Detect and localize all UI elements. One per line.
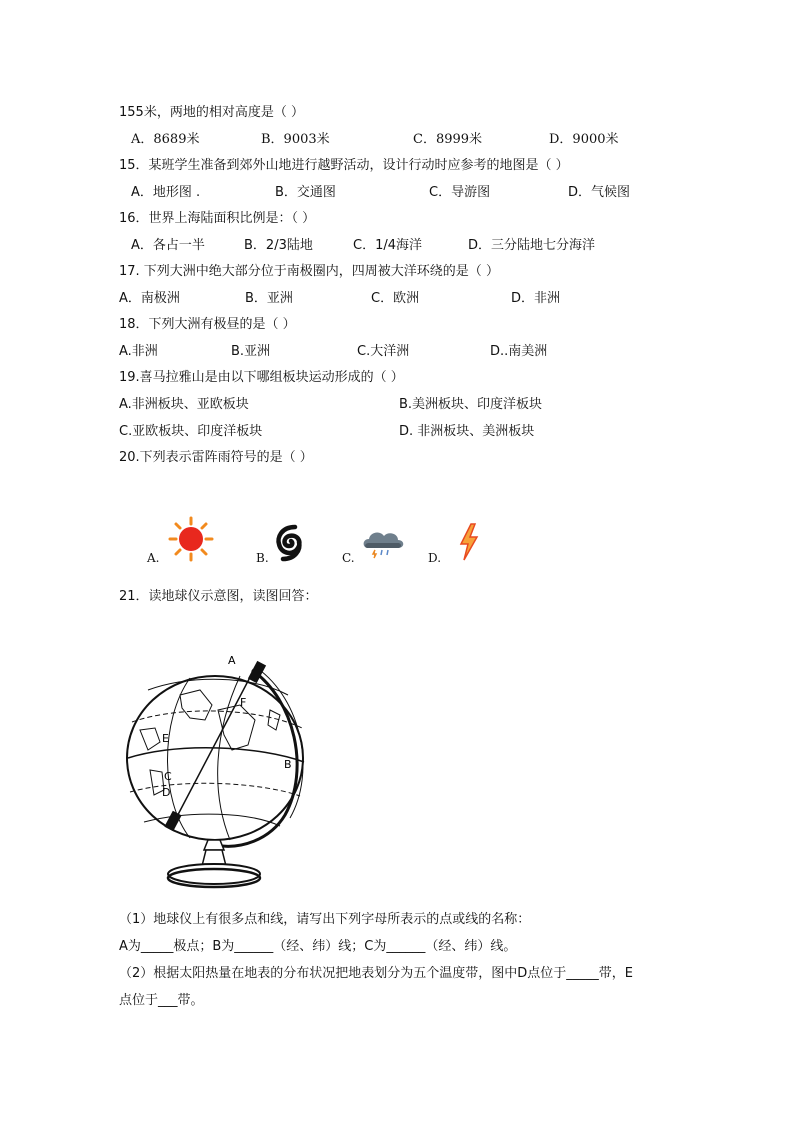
lightning-icon[interactable] [457, 522, 481, 562]
q18-option-d[interactable]: D..南美洲 [490, 344, 548, 359]
globe-label-e: E [162, 732, 169, 745]
q15-option-d[interactable]: D．气候图 [568, 185, 631, 200]
q17-option-b[interactable]: B．亚洲 [245, 291, 293, 306]
globe-label-b: B [284, 758, 292, 771]
q17-option-a[interactable]: A．南极洲 [119, 291, 180, 306]
q21-stem: 21．读地球仪示意图，读图回答： [119, 589, 318, 604]
q20-option-c[interactable]: C. [342, 551, 355, 565]
q16-option-b[interactable]: B．2/3陆地 [244, 238, 313, 253]
q21-part2-line1[interactable]: （2）根据太阳热量在地表的分布状况把地表划分为五个温度带，图中D点位于_____带，E [119, 966, 633, 981]
q17-option-d[interactable]: D．非洲 [511, 291, 561, 306]
q21-part2-line2[interactable]: 点位于___带。 [119, 993, 204, 1008]
q20-option-a[interactable]: A. [147, 551, 160, 565]
q19-option-b[interactable]: B.美洲板块、印度洋板块 [399, 397, 543, 412]
q15-option-b[interactable]: B．交通图 [275, 185, 336, 200]
q18-option-a[interactable]: A.非洲 [119, 344, 158, 359]
q16-option-c[interactable]: C．1/4海洋 [353, 238, 422, 253]
q15-option-a[interactable]: A．地形图 . [131, 185, 201, 200]
q21-part1-blanks[interactable]: A为_____极点；B为______（经、纬）线；C为______（经、纬）线。 [119, 939, 517, 954]
typhoon-icon[interactable] [273, 524, 305, 562]
q21-part1-prompt: （1）地球仪上有很多点和线，请写出下列字母所表示的点或线的名称： [119, 912, 531, 927]
globe-label-f: F [240, 696, 247, 709]
q14-option-d[interactable]: D．9000米 [549, 132, 619, 147]
q20-option-b[interactable]: B. [256, 551, 269, 565]
globe-label-a: A [228, 654, 236, 667]
q16-stem: 16．世界上海陆面积比例是：（ ） [119, 211, 316, 226]
q19-stem: 19.喜马拉雅山是由以下哪组板块运动形成的（ ） [119, 370, 404, 385]
q17-option-c[interactable]: C．欧洲 [371, 291, 420, 306]
q14-option-c[interactable]: C．8999米 [413, 132, 483, 147]
q15-stem: 15．某班学生准备到郊外山地进行越野活动，设计行动时应参考的地图是（ ） [119, 158, 569, 173]
q14-stem: 155米，两地的相对高度是（ ） [119, 105, 304, 120]
globe-label-d: D [162, 786, 171, 799]
q16-option-a[interactable]: A．各占一半 [131, 238, 205, 253]
globe-label-c: C [164, 770, 172, 783]
thunderstorm-cloud-icon[interactable] [360, 528, 406, 560]
sun-icon[interactable] [168, 516, 214, 562]
q15-option-c[interactable]: C．导游图 [429, 185, 491, 200]
q18-stem: 18．下列大洲有极昼的是（ ） [119, 317, 296, 332]
q19-option-c[interactable]: C.亚欧板块、印度洋板块 [119, 424, 263, 439]
q20-option-d[interactable]: D. [428, 551, 442, 565]
q17-stem: 17. 下列大洲中绝大部分位于南极圈内，四周被大洋环绕的是（ ） [119, 264, 499, 279]
q18-option-c[interactable]: C.大洋洲 [357, 344, 410, 359]
q19-option-a[interactable]: A.非洲板块、亚欧板块 [119, 397, 249, 412]
q14-option-a[interactable]: A．8689米 [131, 132, 200, 147]
q18-option-b[interactable]: B.亚洲 [231, 344, 271, 359]
q14-option-b[interactable]: B．9003米 [261, 132, 330, 147]
globe-diagram [120, 650, 320, 892]
q19-option-d[interactable]: D. 非洲板块、美洲板块 [399, 424, 535, 439]
q20-stem: 20.下列表示雷阵雨符号的是（ ） [119, 450, 313, 465]
q16-option-d[interactable]: D．三分陆地七分海洋 [468, 238, 596, 253]
